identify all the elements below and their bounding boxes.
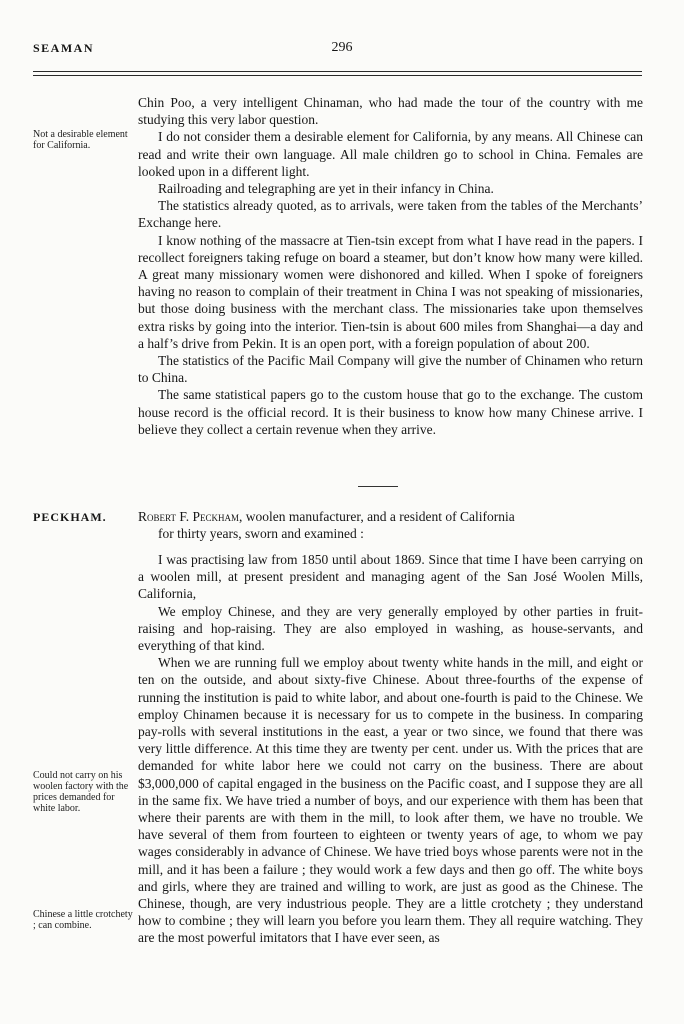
paragraph: The statistics already quoted, as to arrivals, were taken from the tables of the Merchants’ Exchange here. xyxy=(138,198,643,231)
paragraph: I know nothing of the massacre at Tien-tsin except from what I have read in the papers. I recollect foreigners taking refuge on board a steamer, but don’t know how many were killed. A great many missionary women were dishonored and killed. When I spoke of foreigners having no reason to complain of their treatment in China I was not speaking of missionaries, but those doing business with the merchant class. The missionaries take upon themselves extra risks by going into the interior. Tien-tsin is about 600 miles from Shanghai—a day and a half’s drive from Pekin. It is an open port, with a foreign population of about 200. xyxy=(138,232,643,351)
seaman-testimony xyxy=(138,94,643,438)
page-number: 296 xyxy=(331,40,353,55)
paragraph: We employ Chinese, and they are very generally employed by other parties in fruit-raising and hop-raising. They are also employed in washing, as house-servants, and everything of that kind. xyxy=(138,603,643,654)
witness-introduction xyxy=(138,508,643,542)
running-head: SEAMAN xyxy=(33,41,95,55)
margin-note-woolen-factory: Could not carry on his woolen factory with the prices demanded for white labor. xyxy=(33,770,129,814)
paragraph: I was practising law from 1850 until about 1869. Since that time I have been carrying on a woolen mill, at present president and managing agent of the San José Woolen Mills, California, xyxy=(138,552,643,602)
witness-name: Robert F. Peckham, xyxy=(138,509,243,524)
paragraph: The statistics of the Pacific Mail Company will give the number of Chinamen who return to China. xyxy=(138,353,643,386)
paragraph: The same statistical papers go to the custom house that go to the exchange. The custom house record is the official record. It is their business to know how many Chinese arrive. I believe they collect a certain revenue when they arrive. xyxy=(138,387,643,437)
header-rule-top xyxy=(33,71,642,72)
peckham-testimony xyxy=(138,551,643,947)
paragraph: When we are running full we employ about twenty white hands in the mill, and eight or ten on the outside, and about sixty-five Chinese. About three-fourths of the expense of running the institution is paid to white labor, and about one-fourth is paid to the Chinese. We employ Chinamen because it is necessary for us to compete in the business. In comparing pay-rolls with several institutions in the east, a year or two since, we found that there was very little difference. At this time they are twenty per cent. under us. With the prices that are demanded for white labor here we could not carry on the business. There are about $3,000,000 of capital engaged in the business on the Pacific coast, and I suppose they are all in the same fix. We have tried a number of boys, and our experience with them has been that where their parents are with them in the mill, to look after them, we have no trouble. We have several of them from fourteen to eighteen or twenty years of age, to whom we pay wages considerably in advance of Chinese. We have tried boys whose parents were not in the mill, and it has been a failure ; they would work a few days and then go off. The white boys and girls, where they are trained and willing to work, are just as good as the Chinese. The Chinese, though, are very industrious people. They are a little crotchety ; they understand how to combine ; they will learn you before you learn them. They all require watching. They are the most powerful imitators that I have ever seen, as xyxy=(138,655,643,946)
margin-note-desirable: Not a desirable element for California. xyxy=(33,129,128,151)
paragraph: Railroading and telegraphing are yet in their infancy in China. xyxy=(158,181,494,197)
header-rule-bottom xyxy=(33,75,642,76)
witness-intro-first: woolen manufacturer, and a resident of California xyxy=(242,509,515,524)
paragraph: Chin Poo, a very intelligent Chinaman, who had made the tour of the country with me studying this very labor question. xyxy=(138,95,643,128)
paragraph: I do not consider them a desirable element for California, by any means. All Chinese can read and write their own language. All male children go to school in China. Females are looked upon in a different light. xyxy=(138,129,643,179)
margin-note-crotchety: Chinese a little crotchety ; can combine. xyxy=(33,909,133,931)
section-divider xyxy=(358,486,398,487)
speaker-label: PECKHAM. xyxy=(33,510,107,524)
witness-intro-rest: for thirty years, sworn and examined : xyxy=(158,526,364,542)
